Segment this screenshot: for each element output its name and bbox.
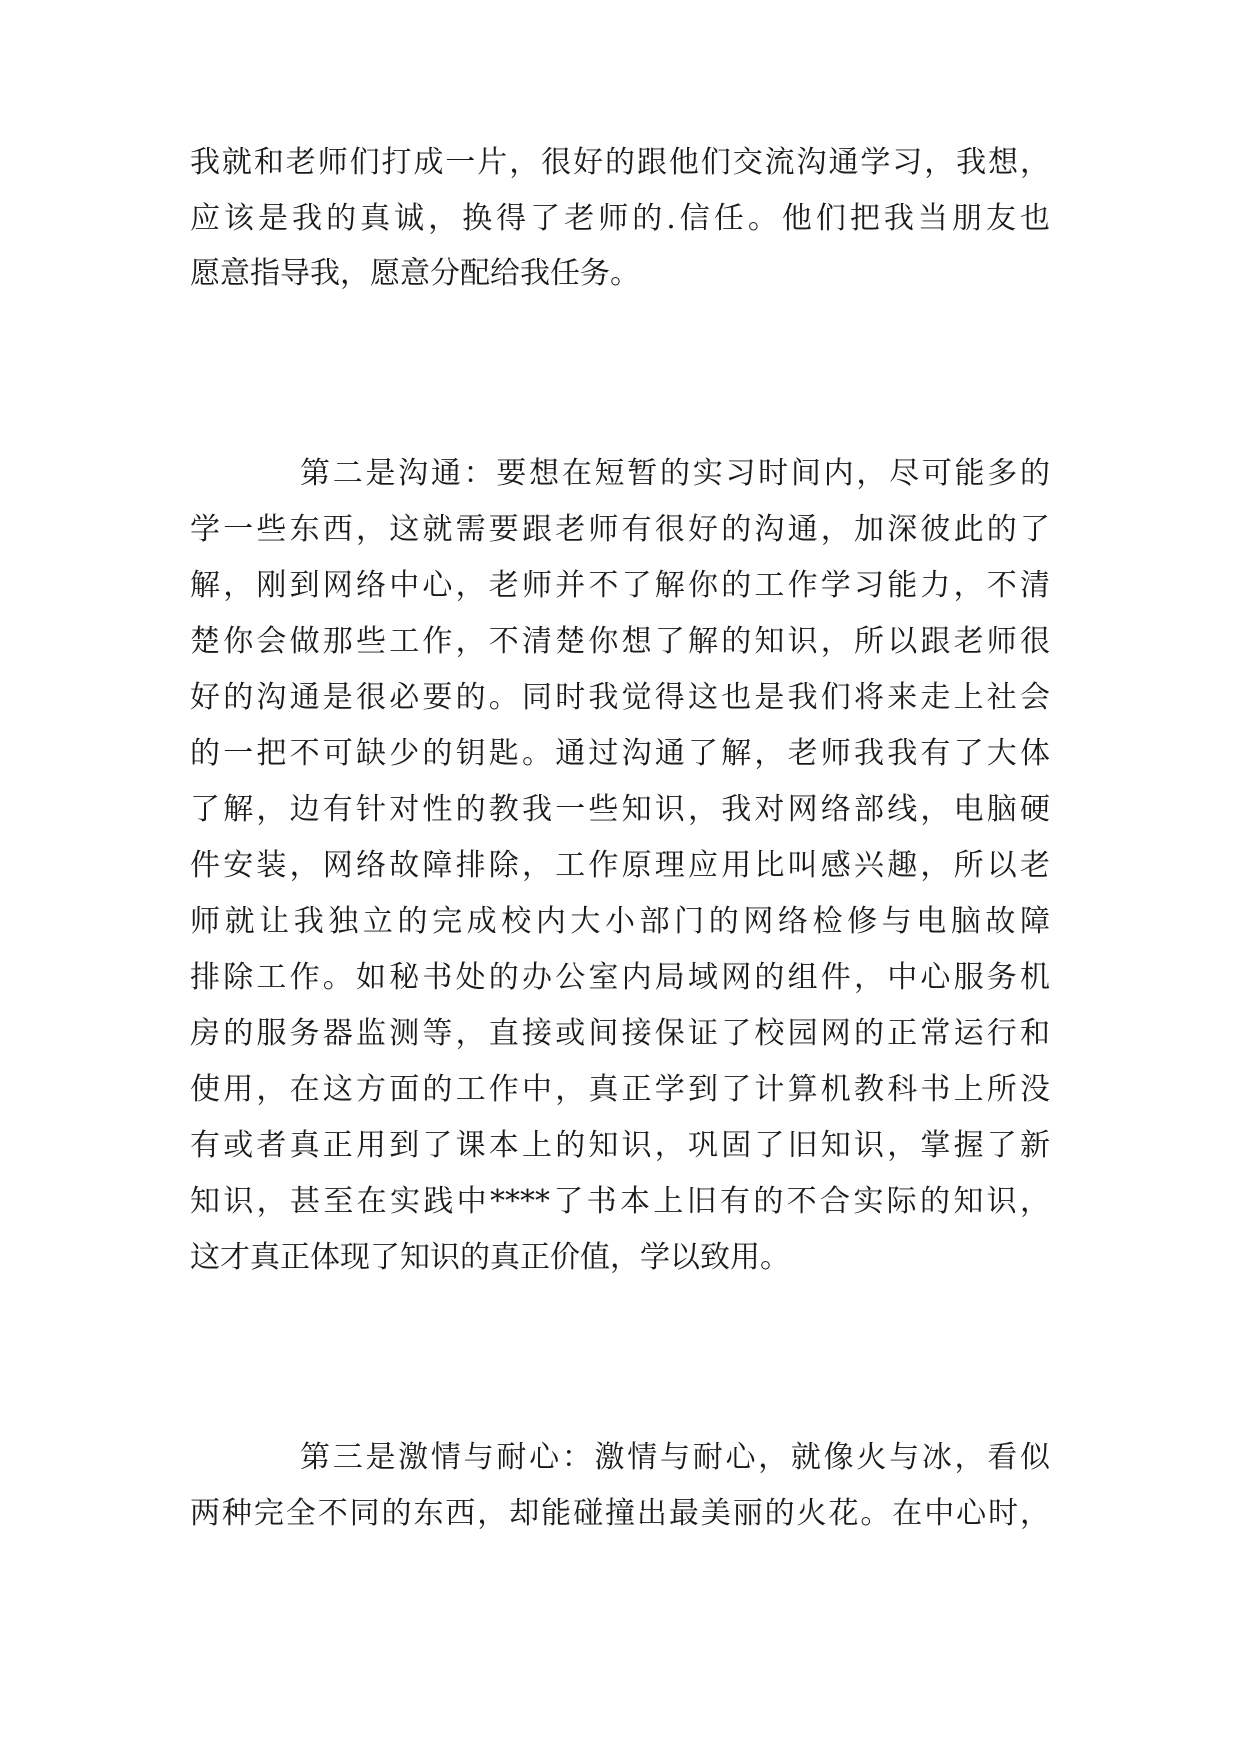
text-line: 知识，甚至在实践中****了书本上旧有的不合实际的知识，	[190, 1184, 1050, 1219]
text-line: 有或者真正用到了课本上的知识，巩固了旧知识，掌握了新	[190, 1128, 1050, 1163]
text-line: 第二是沟通：要想在短暂的实习时间内，尽可能多的	[300, 456, 1050, 491]
text-line: 件安装，网络故障排除，工作原理应用比叫感兴趣，所以老	[190, 848, 1050, 883]
text-line: 排除工作。如秘书处的办公室内局域网的组件，中心服务机	[190, 960, 1050, 995]
text-line: 了解，边有针对性的教我一些知识，我对网络部线，电脑硬	[190, 792, 1050, 827]
text-line: 解，刚到网络中心，老师并不了解你的工作学习能力，不清	[190, 568, 1050, 603]
text-line: 应该是我的真诚，换得了老师的.信任。他们把我当朋友也	[190, 201, 1050, 236]
text-line: 我就和老师们打成一片，很好的跟他们交流沟通学习，我想，	[190, 145, 1050, 180]
text-line: 楚你会做那些工作，不清楚你想了解的知识，所以跟老师很	[190, 624, 1050, 659]
text-line: 师就让我独立的完成校内大小部门的网络检修与电脑故障	[190, 904, 1050, 939]
text-line: 两种完全不同的东西，却能碰撞出最美丽的火花。在中心时，	[190, 1496, 1050, 1531]
text-line: 学一些东西，这就需要跟老师有很好的沟通，加深彼此的了	[190, 512, 1050, 547]
text-line: 房的服务器监测等，直接或间接保证了校园网的正常运行和	[190, 1016, 1050, 1051]
text-line: 这才真正体现了知识的真正价值，学以致用。	[190, 1240, 790, 1275]
text-line: 愿意指导我，愿意分配给我任务。	[190, 256, 640, 291]
text-line: 使用，在这方面的工作中，真正学到了计算机教科书上所没	[190, 1072, 1050, 1107]
text-line: 好的沟通是很必要的。同时我觉得这也是我们将来走上社会	[190, 680, 1050, 715]
text-line: 的一把不可缺少的钥匙。通过沟通了解，老师我我有了大体	[190, 736, 1050, 771]
text-line: 第三是激情与耐心：激情与耐心，就像火与冰，看似	[300, 1440, 1050, 1475]
